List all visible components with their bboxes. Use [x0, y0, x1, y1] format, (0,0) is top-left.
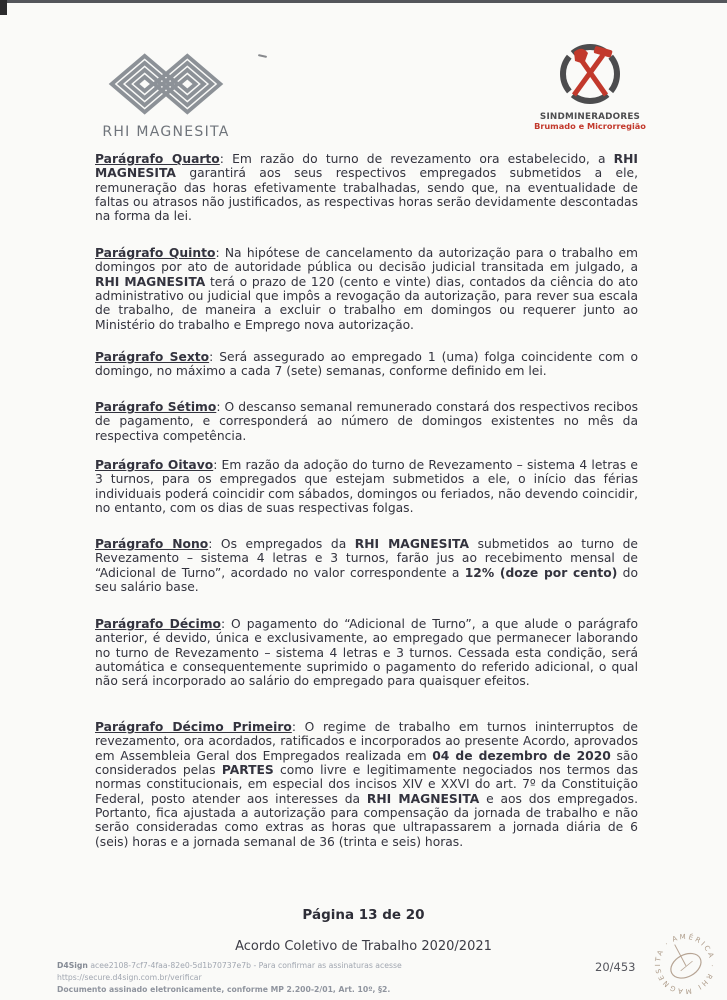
paragraph-nono: Parágrafo Nono: Os empregados da RHI MAGNESITA submetidos ao turno de Revezamento – sistema 4 letras e 3 turnos, farão jus ao recebimento mensal de “Adicional de Turno”, acordado no valor correspondente a 12% (doze por cento) do seu salário base.	[95, 537, 638, 595]
signature-line-1	[57, 960, 527, 984]
sind-title: SINDMINERADORES	[539, 111, 641, 122]
sind-subtitle: Brumado e Microrregião	[534, 121, 646, 132]
sindmineradores-logo	[533, 42, 647, 131]
paragraph-quarto: Parágrafo Quarto: Em razão do turno de revezamento ora estabelecido, a RHI MAGNESITA garantirá aos seus respectivos empregados submetidos a ele, remuneração das horas efetivamente trabalhadas, sendo que, na eventualidade de faltas ou atrasos não justificados, as respectivas horas serão devidamente descontadas na forma da lei.	[95, 152, 639, 224]
paragraph-oitavo: Parágrafo Oitavo: Em razão da adoção do turno de Revezamento – sistema 4 letras e 3 turnos, para os empregados que estejam submetidos a ele, o início das férias individuais poderá coincidir com sábados, domingos ou feriados, não devendo coincidir, no entanto, com os dias de suas respectivas folgas.	[95, 458, 638, 516]
scan-artifact-corner	[0, 0, 7, 15]
rhi-wordmark: RHI MAGNESITA	[102, 124, 230, 140]
page-number-label: Página 13 de 20	[302, 907, 425, 923]
d4sign-label: D4Sign	[57, 961, 88, 970]
paragraph-quinto: Parágrafo Quinto: Na hipótese de cancelamento da autorização para o trabalho em domingos por ato de autoridade pública ou decisão judicial transitada em julgado, a RHI MAGNESITA terá o prazo de 120 (cento e vinte) dias, contados da ciência do ato administrativo ou judicial que impôs a revogação da autorização, para rever sua escala de trabalho, de maneira a excluir o trabalho em domingos ou requerer junto ao Ministério do trabalho e Emprego nova autorização.	[95, 246, 639, 332]
paragraph-decimo-primeiro: Parágrafo Décimo Primeiro: O regime de trabalho em turnos ininterruptos de revezamento, ora acordados, ratificados e incorporados ao presente Acordo, aprovados em Assembleia Geral dos Empregados realizada em 04 de dezembro de 2020 são considerados pelas PARTES como livre e legitimamente negociados nos termos das normas constitucionais, em especial dos incisos XIV e XXVI do art. 7º da Constituição Federal, posto atender aos interesses da RHI MAGNESITA e aos dos empregados. Portanto, fica ajustada a autorização para compensação da jornada de trabalho e não serão consideradas como extras as horas que ultrapassarem a jornada diária de 6 (seis) horas e a jornada semanal de 36 (trinta e seis) horas.	[95, 720, 638, 849]
paragraph-setimo: Parágrafo Sétimo: O descanso semanal remunerado constará dos respectivos recibos de pagamento, e corresponderá ao número de domingos existentes no mês da respectiva competência.	[95, 400, 638, 443]
paragraph-sexto: Parágrafo Sexto: Será assegurado ao empregado 1 (uma) folga coincidente com o domingo, no máximo a cada 7 (sete) semanas, conforme definido em lei.	[95, 350, 638, 379]
sheet-number: 20/453	[595, 960, 636, 974]
scan-edge-top	[0, 0, 727, 3]
signature-line-2: Documento assinado eletronicamente, conforme MP 2.200-2/01, Art. 10º, §2.	[57, 984, 391, 994]
paragraph-decimo: Parágrafo Décimo: O pagamento do “Adicional de Turno”, a que alude o parágrafo anterior, é devido, única e exclusivamente, ao empregado que permanecer laborando no turno de Revezamento – sistema 4 letras e 3 turnos. Cessada esta condição, será automática e consequentemente suprimido o pagamento do referido adicional, o qual não será incorporado ao salário do empregado para quaisquer efeitos.	[95, 617, 638, 689]
document-title: Acordo Coletivo de Trabalho 2020/2021	[235, 939, 492, 954]
circular-stamp-icon	[646, 928, 724, 998]
crossed-pick-and-hammer-icon	[557, 42, 623, 108]
circular-stamp	[646, 928, 724, 998]
pen-mark	[258, 54, 267, 58]
rhi-diamond-pattern-icon	[105, 52, 227, 116]
signature-block	[57, 960, 527, 996]
rhi-magnesita-logo	[99, 52, 233, 140]
svg-text:AMÉRICA · RHI MAGNESITA ·: AMÉRICA · RHI MAGNESITA ·	[653, 932, 717, 996]
signature-hash-text: acee2108-7cf7-4faa-82e0-5d1b70737e7b - Para confirmar as assinaturas acesse https://secure.d4sign.com.br/verificar	[57, 961, 402, 982]
